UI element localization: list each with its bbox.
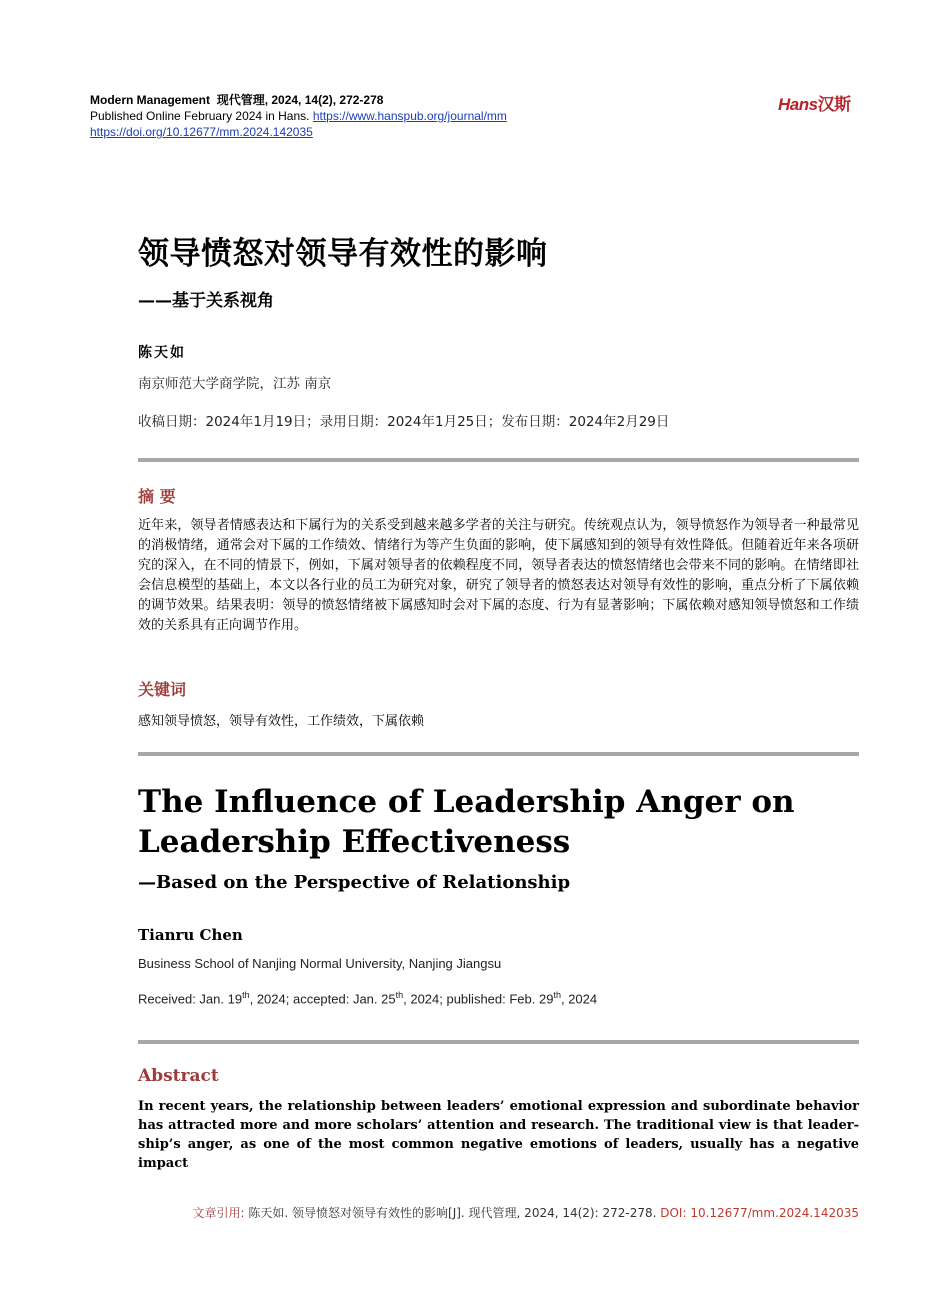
logo-text-en: Hans	[778, 95, 818, 114]
journal-header	[90, 92, 507, 140]
doi-url-link[interactable]: https://doi.org/10.12677/mm.2024.142035	[90, 125, 313, 139]
accepted-date: , 2024; accepted: Jan. 25	[249, 991, 396, 1007]
citation-text: 陈天如. 领导愤怒对领导有效性的影响[J]. 现代管理, 2024, 14(2): 272-278.	[244, 1206, 661, 1220]
journal-info-line	[90, 92, 507, 108]
cn-title: 领导愤怒对领导有效性的影响	[138, 236, 548, 272]
cn-keywords: 感知领导愤怒，领导有效性，工作绩效，下属依赖	[138, 714, 425, 729]
cn-dates: 收稿日期：2024年1月19日；录用日期：2024年1月25日；发布日期：2024年2月29日	[138, 414, 670, 430]
cn-abstract-heading: 摘 要	[138, 487, 176, 506]
cn-keywords-heading: 关键词	[138, 680, 187, 699]
year-suffix: , 2024	[560, 991, 598, 1007]
en-dates	[138, 990, 597, 1006]
en-author: Tianru Chen	[138, 926, 243, 944]
cn-abstract-body: 近年来，领导者情感表达和下属行为的关系受到越来越多学者的关注与研究。传统观点认为，领导愤怒作为领导者一种最常见的消极情绪，通常会对下属的工作绩效、情绪行为等产生负面的影响，使下属感知到的领导有效性降低。但随着近年来各项研究的深入，在不同的情景下，例如，下属对领导者的依赖程度不同，领导者表达的愤怒情绪也会带来不同的影响。在情绪即社会信息模型的基础上，本文以各行业的员工为研究对象，研究了领导者的愤怒表达对领导有效性的影响，重点分析了下属依赖的调节效果。结果表明：领导的愤怒情绪被下属感知时会对下属的态度、行为有显著影响；下属依赖对感知领导愤怒和工作绩效的关系具有正向调节作用。	[138, 518, 859, 633]
citation-footer	[138, 1204, 859, 1221]
cn-subtitle: ——基于关系视角	[138, 291, 274, 311]
journal-name-en: Modern Management	[90, 93, 211, 107]
en-subtitle: —Based on the Perspective of Relationship	[138, 872, 571, 893]
citation-doi[interactable]: DOI: 10.12677/mm.2024.142035	[660, 1206, 859, 1220]
en-abstract-body: In recent years, the relationship between leaders’ emotional expression and subordinate behavior has attracted more and more scholars’ attention and research. The traditional view is that leadership’s anger, as one of the most common negative emotions of leaders, usually has a negative impact	[138, 1099, 859, 1171]
published-date: , 2024; published: Feb. 29	[403, 991, 554, 1007]
published-text: Published Online February 2024 in Hans.	[90, 109, 310, 123]
en-title: The Influence of Leadership Anger on Leadership Effectiveness	[138, 784, 795, 860]
divider	[138, 1040, 859, 1044]
ordinal-suffix: th	[395, 990, 404, 1000]
citation-label: 文章引用:	[192, 1206, 245, 1220]
cn-author: 陈天如	[138, 345, 186, 361]
published-line	[90, 108, 507, 124]
logo-text-cn: 汉斯	[817, 95, 851, 114]
ordinal-suffix: th	[242, 990, 250, 1000]
divider	[138, 458, 859, 462]
received-date: Received: Jan. 19	[138, 991, 243, 1007]
divider	[138, 752, 859, 756]
en-affiliation: Business School of Nanjing Normal University, Nanjing Jiangsu	[138, 956, 502, 971]
cn-affiliation: 南京师范大学商学院，江苏 南京	[138, 376, 332, 392]
journal-url-link[interactable]: https://www.hanspub.org/journal/mm	[312, 109, 507, 123]
hans-logo	[778, 90, 851, 115]
ordinal-suffix: th	[553, 990, 561, 1000]
en-abstract-heading: Abstract	[138, 1066, 219, 1086]
journal-info-cn: 现代管理, 2024, 14(2), 272-278	[216, 93, 384, 107]
